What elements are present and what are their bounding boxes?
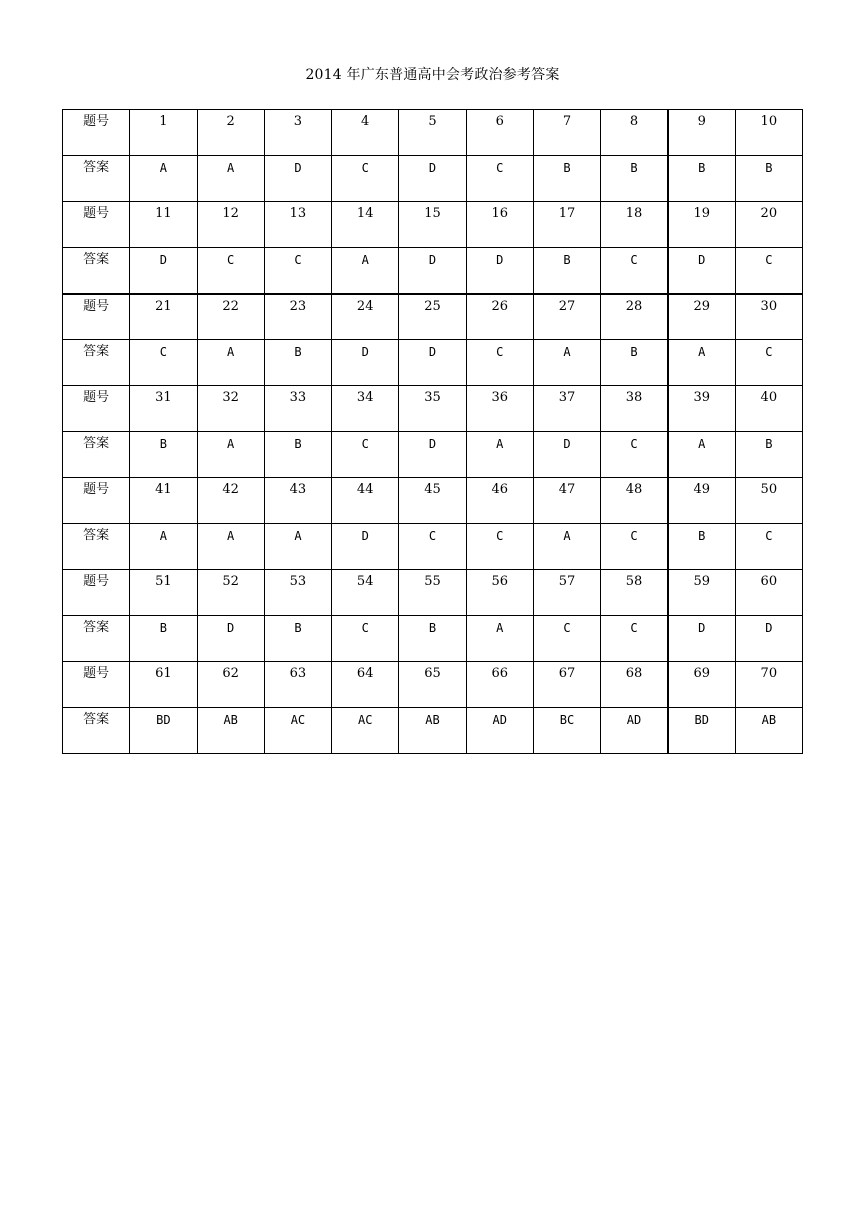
question-number-cell: 29 [668, 294, 735, 340]
answer-cell: C [264, 248, 331, 294]
question-number-cell: 37 [533, 386, 600, 432]
question-number-cell: 3 [264, 110, 331, 156]
question-number-cell: 66 [466, 662, 533, 708]
answer-cell: A [197, 432, 264, 478]
answer-row [63, 432, 803, 478]
question-row-label: 题号 [63, 478, 130, 524]
answer-cell: A [466, 432, 533, 478]
question-row-label: 题号 [63, 570, 130, 616]
question-number-cell: 65 [399, 662, 466, 708]
answer-cell: C [735, 248, 802, 294]
question-number-cell: 4 [332, 110, 399, 156]
answer-cell: D [399, 340, 466, 386]
answer-cell: B [735, 156, 802, 202]
question-number-cell: 10 [735, 110, 802, 156]
answer-cell: C [601, 432, 668, 478]
question-number-cell: 8 [601, 110, 668, 156]
answer-cell: D [399, 156, 466, 202]
answer-row [63, 524, 803, 570]
question-number-cell: 38 [601, 386, 668, 432]
question-row-label: 题号 [63, 386, 130, 432]
question-number-cell: 5 [399, 110, 466, 156]
answer-cell: B [399, 616, 466, 662]
answer-cell: C [735, 340, 802, 386]
answer-table [62, 109, 803, 754]
answer-cell: A [466, 616, 533, 662]
question-number-cell: 46 [466, 478, 533, 524]
answer-cell: C [466, 156, 533, 202]
answer-cell: C [601, 248, 668, 294]
question-number-row [63, 386, 803, 432]
question-number-cell: 53 [264, 570, 331, 616]
answer-cell: A [533, 524, 600, 570]
question-number-cell: 31 [130, 386, 197, 432]
question-number-cell: 13 [264, 202, 331, 248]
question-number-cell: 33 [264, 386, 331, 432]
question-row-label: 题号 [63, 110, 130, 156]
page-title: 2014 年广东普通高中会考政治参考答案 [305, 67, 560, 83]
question-number-cell: 24 [332, 294, 399, 340]
question-number-cell: 14 [332, 202, 399, 248]
answer-cell: C [533, 616, 600, 662]
answer-cell: D [735, 616, 802, 662]
answer-cell: AB [197, 708, 264, 754]
question-number-cell: 15 [399, 202, 466, 248]
question-number-cell: 64 [332, 662, 399, 708]
question-number-cell: 49 [668, 478, 735, 524]
answer-cell: B [264, 340, 331, 386]
answer-cell: D [668, 616, 735, 662]
answer-row [63, 156, 803, 202]
question-number-cell: 30 [735, 294, 802, 340]
question-number-cell: 23 [264, 294, 331, 340]
question-number-cell: 70 [735, 662, 802, 708]
question-number-row [63, 570, 803, 616]
question-number-cell: 43 [264, 478, 331, 524]
answer-cell: D [668, 248, 735, 294]
answer-row [63, 340, 803, 386]
question-number-cell: 54 [332, 570, 399, 616]
question-number-cell: 19 [668, 202, 735, 248]
answer-cell: A [533, 340, 600, 386]
question-number-cell: 39 [668, 386, 735, 432]
answer-cell: B [735, 432, 802, 478]
question-number-cell: 40 [735, 386, 802, 432]
question-number-cell: 28 [601, 294, 668, 340]
question-number-cell: 25 [399, 294, 466, 340]
answer-cell: A [197, 340, 264, 386]
question-number-cell: 27 [533, 294, 600, 340]
answer-cell: AC [264, 708, 331, 754]
answer-cell: A [197, 156, 264, 202]
question-number-cell: 51 [130, 570, 197, 616]
answer-row [63, 616, 803, 662]
answer-row-label: 答案 [63, 432, 130, 478]
question-number-cell: 32 [197, 386, 264, 432]
answer-cell: D [332, 340, 399, 386]
answer-cell: AB [399, 708, 466, 754]
answer-row-label: 答案 [63, 156, 130, 202]
question-number-cell: 45 [399, 478, 466, 524]
answer-cell: C [197, 248, 264, 294]
answer-cell: C [332, 432, 399, 478]
question-number-cell: 47 [533, 478, 600, 524]
answer-cell: D [466, 248, 533, 294]
question-number-cell: 1 [130, 110, 197, 156]
answer-cell: D [264, 156, 331, 202]
question-number-cell: 60 [735, 570, 802, 616]
question-number-cell: 9 [668, 110, 735, 156]
answer-row-label: 答案 [63, 248, 130, 294]
question-row-label: 题号 [63, 294, 130, 340]
answer-cell: D [197, 616, 264, 662]
question-number-cell: 34 [332, 386, 399, 432]
question-number-cell: 62 [197, 662, 264, 708]
answer-cell: C [601, 616, 668, 662]
question-number-cell: 44 [332, 478, 399, 524]
answer-row-label: 答案 [63, 616, 130, 662]
answer-cell: B [668, 156, 735, 202]
answer-cell: C [399, 524, 466, 570]
answer-cell: B [533, 248, 600, 294]
question-number-cell: 41 [130, 478, 197, 524]
question-number-cell: 59 [668, 570, 735, 616]
answer-row-label: 答案 [63, 524, 130, 570]
question-number-cell: 17 [533, 202, 600, 248]
question-row-label: 题号 [63, 662, 130, 708]
answer-row [63, 248, 803, 294]
question-number-cell: 42 [197, 478, 264, 524]
answer-cell: BC [533, 708, 600, 754]
answer-cell: BD [668, 708, 735, 754]
answer-cell: C [601, 524, 668, 570]
answer-cell: D [399, 248, 466, 294]
answer-cell: D [399, 432, 466, 478]
answer-cell: C [130, 340, 197, 386]
answer-cell: B [601, 340, 668, 386]
answer-cell: B [130, 432, 197, 478]
answer-row-label: 答案 [63, 708, 130, 754]
question-number-cell: 48 [601, 478, 668, 524]
answer-cell: C [466, 524, 533, 570]
answer-cell: A [130, 156, 197, 202]
question-number-cell: 21 [130, 294, 197, 340]
question-number-cell: 50 [735, 478, 802, 524]
question-number-cell: 12 [197, 202, 264, 248]
question-row-label: 题号 [63, 202, 130, 248]
answer-cell: AD [466, 708, 533, 754]
question-number-cell: 36 [466, 386, 533, 432]
answer-cell: B [264, 432, 331, 478]
answer-cell: A [197, 524, 264, 570]
question-number-cell: 61 [130, 662, 197, 708]
answer-cell: C [735, 524, 802, 570]
question-number-cell: 18 [601, 202, 668, 248]
answer-cell: A [668, 432, 735, 478]
question-number-cell: 6 [466, 110, 533, 156]
question-number-row [63, 202, 803, 248]
question-number-cell: 26 [466, 294, 533, 340]
question-number-cell: 7 [533, 110, 600, 156]
answer-cell: B [601, 156, 668, 202]
answer-cell: A [264, 524, 331, 570]
question-number-cell: 22 [197, 294, 264, 340]
answer-cell: A [332, 248, 399, 294]
answer-cell: C [466, 340, 533, 386]
question-number-cell: 16 [466, 202, 533, 248]
answer-cell: C [332, 156, 399, 202]
question-number-cell: 20 [735, 202, 802, 248]
answer-cell: B [668, 524, 735, 570]
question-number-row [63, 662, 803, 708]
question-number-cell: 67 [533, 662, 600, 708]
answer-cell: AD [601, 708, 668, 754]
question-number-cell: 57 [533, 570, 600, 616]
question-number-cell: 52 [197, 570, 264, 616]
question-number-row [63, 110, 803, 156]
answer-table-body [63, 110, 803, 754]
question-number-cell: 68 [601, 662, 668, 708]
answer-cell: B [533, 156, 600, 202]
answer-cell: D [130, 248, 197, 294]
question-number-cell: 58 [601, 570, 668, 616]
question-number-cell: 56 [466, 570, 533, 616]
answer-cell: AB [735, 708, 802, 754]
answer-cell: D [332, 524, 399, 570]
question-number-cell: 11 [130, 202, 197, 248]
answer-cell: AC [332, 708, 399, 754]
question-number-row [63, 478, 803, 524]
question-number-cell: 69 [668, 662, 735, 708]
answer-row [63, 708, 803, 754]
answer-cell: BD [130, 708, 197, 754]
question-number-row [63, 294, 803, 340]
question-number-cell: 63 [264, 662, 331, 708]
answer-cell: A [130, 524, 197, 570]
answer-cell: B [264, 616, 331, 662]
answer-cell: D [533, 432, 600, 478]
answer-row-label: 答案 [63, 340, 130, 386]
answer-cell: C [332, 616, 399, 662]
answer-cell: B [130, 616, 197, 662]
question-number-cell: 55 [399, 570, 466, 616]
answer-cell: A [668, 340, 735, 386]
question-number-cell: 35 [399, 386, 466, 432]
question-number-cell: 2 [197, 110, 264, 156]
